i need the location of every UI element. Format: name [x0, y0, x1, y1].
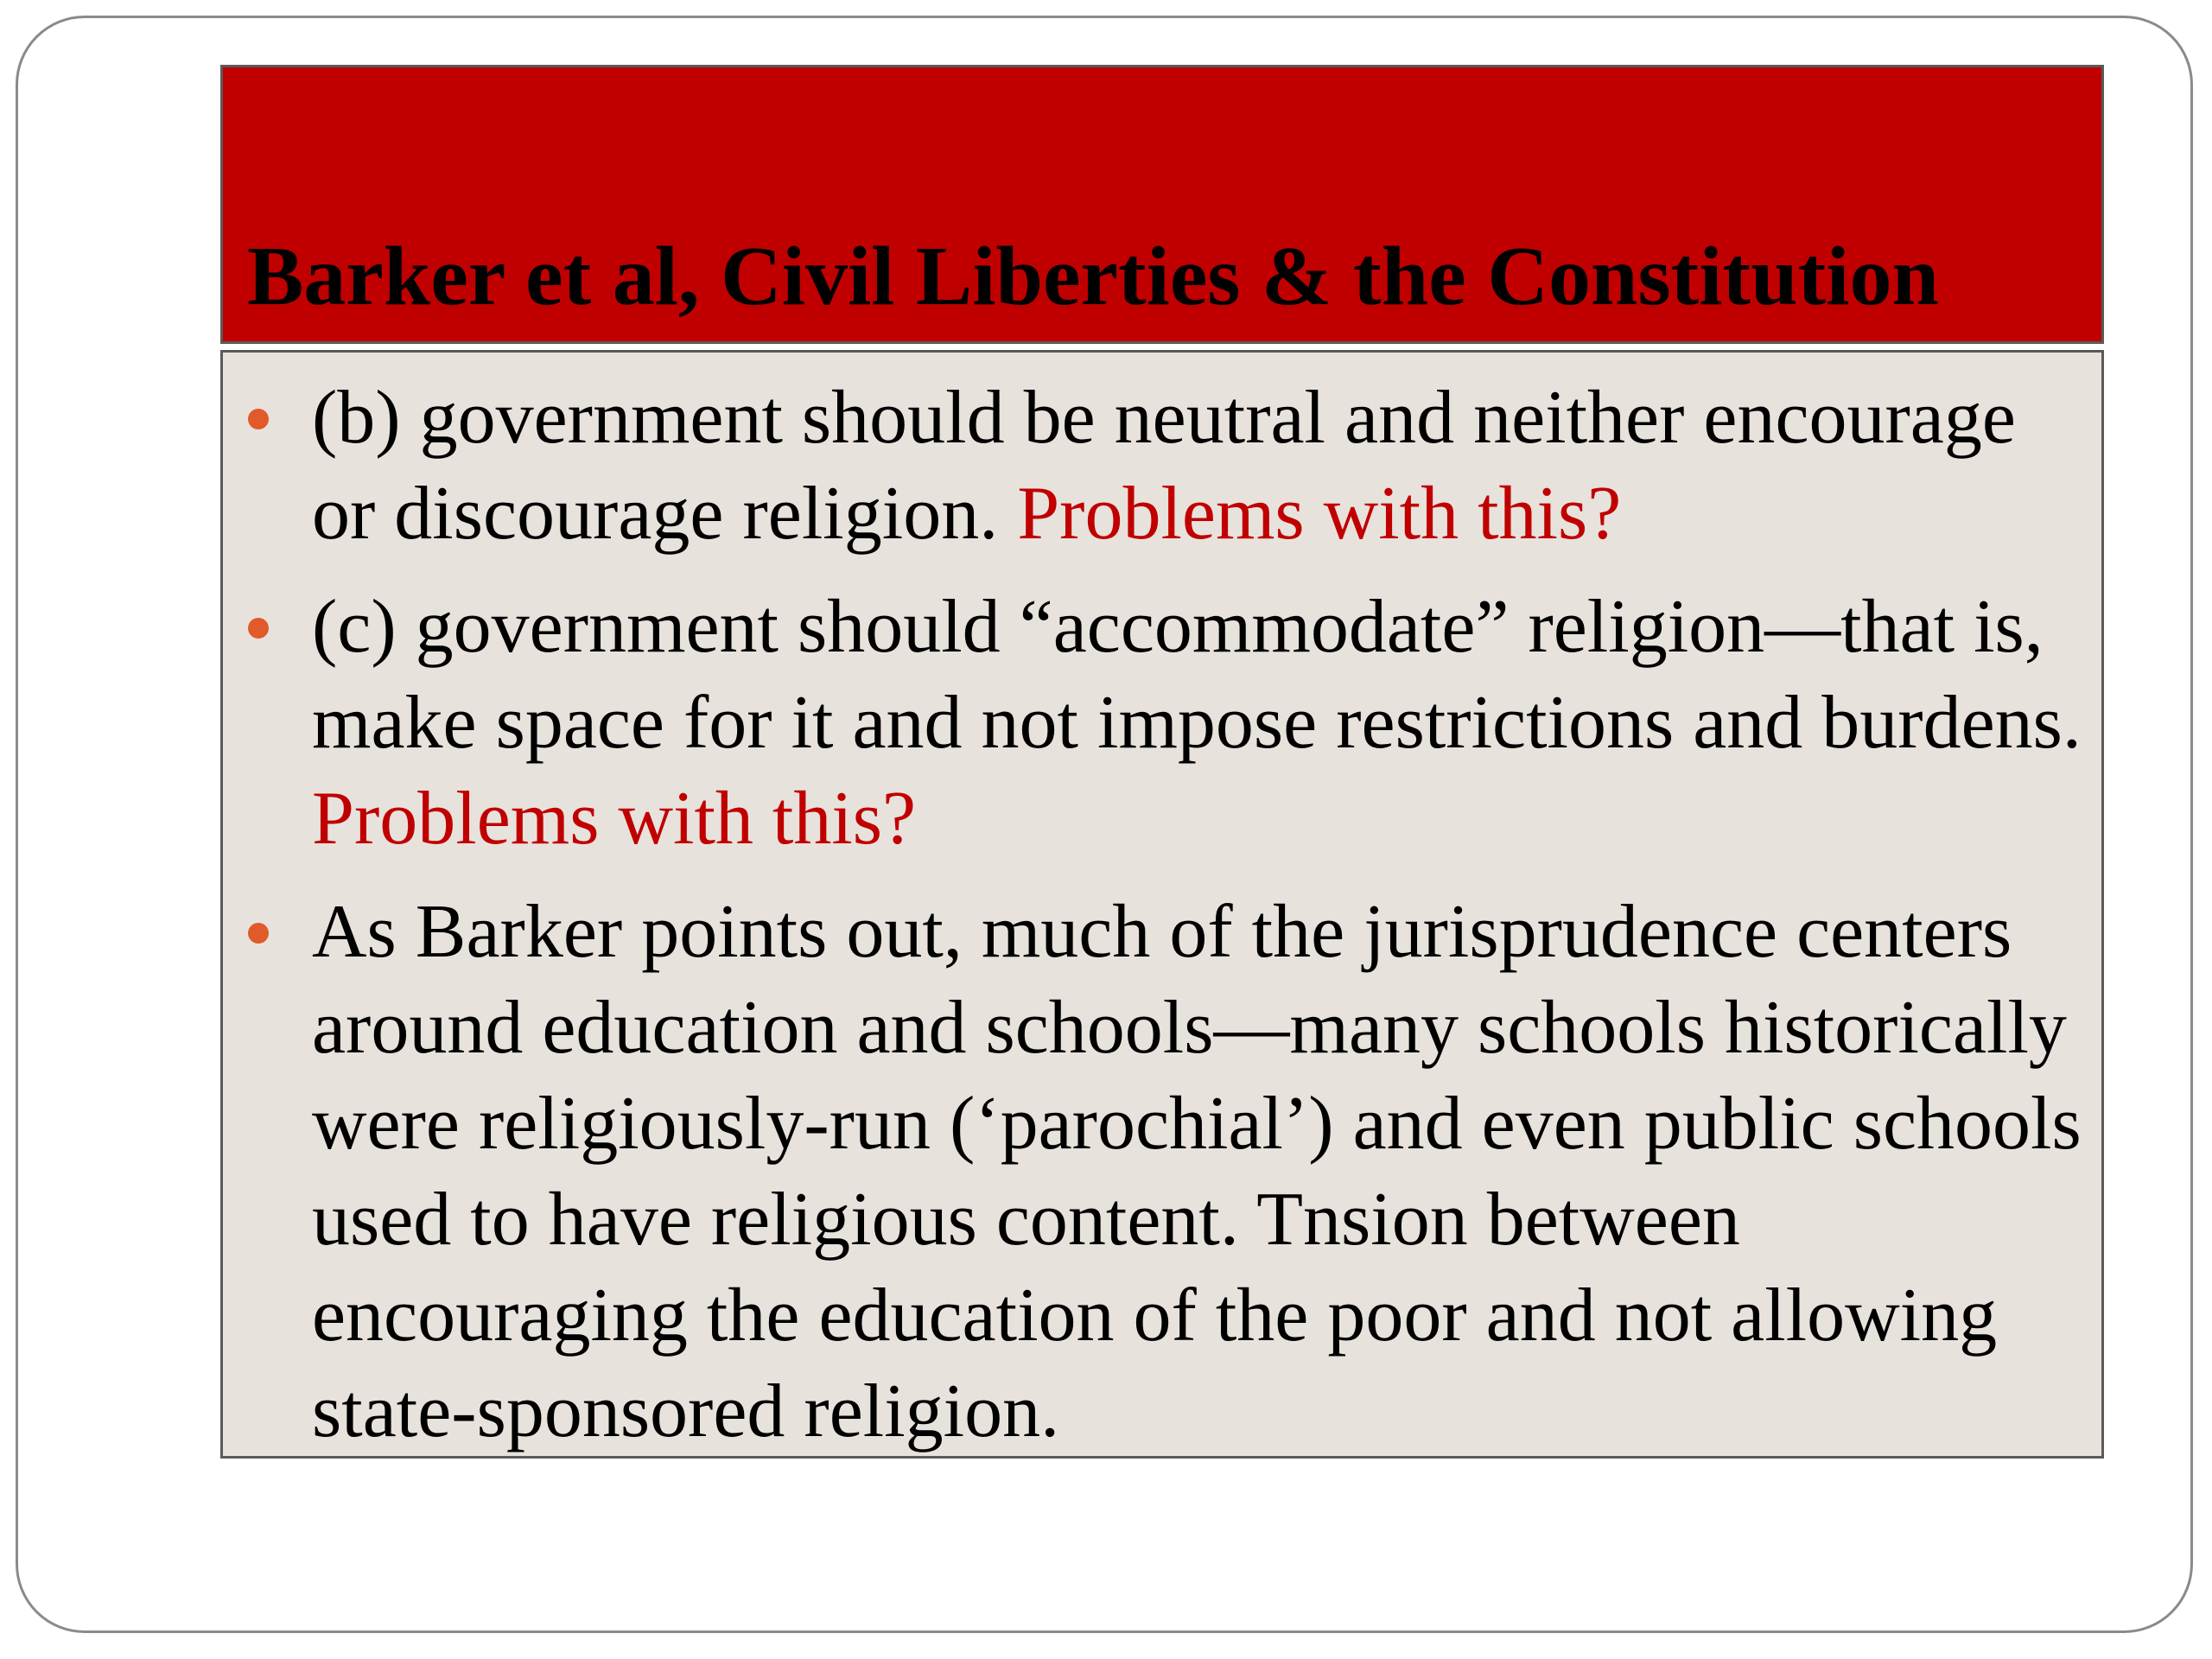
bullet-icon — [248, 618, 269, 639]
bullet-item — [223, 884, 2101, 1459]
title-banner — [220, 65, 2104, 344]
bullet-highlight: Problems with this? — [312, 777, 917, 861]
bullet-text: As Barker points out, much of the jurisprudence centers around education and schools—many schools historically were religiously-run (‘parochial’) and even public schools used to have religious content. Tnsion between encouraging the education of the poor and not allowing state-sponsored religion. — [312, 890, 2082, 1453]
content-box — [220, 350, 2104, 1459]
bullet-text: (c) government should “accommodate” religion—that is, make space for it and not impose restrictions and burdens. — [312, 585, 2082, 765]
bullet-icon — [248, 409, 269, 429]
bullet-item — [223, 370, 2101, 562]
bullet-icon — [248, 923, 269, 944]
bullet-text: (b) government should be neutral and neither encourage or discourage religion. — [312, 376, 2016, 556]
bullet-highlight: Problems with this? — [1017, 472, 1622, 556]
bullet-item — [223, 579, 2101, 867]
slide-title: Barker et al, Civil Liberties & the Constitution — [247, 230, 1940, 323]
bullet-list — [223, 370, 2101, 1477]
